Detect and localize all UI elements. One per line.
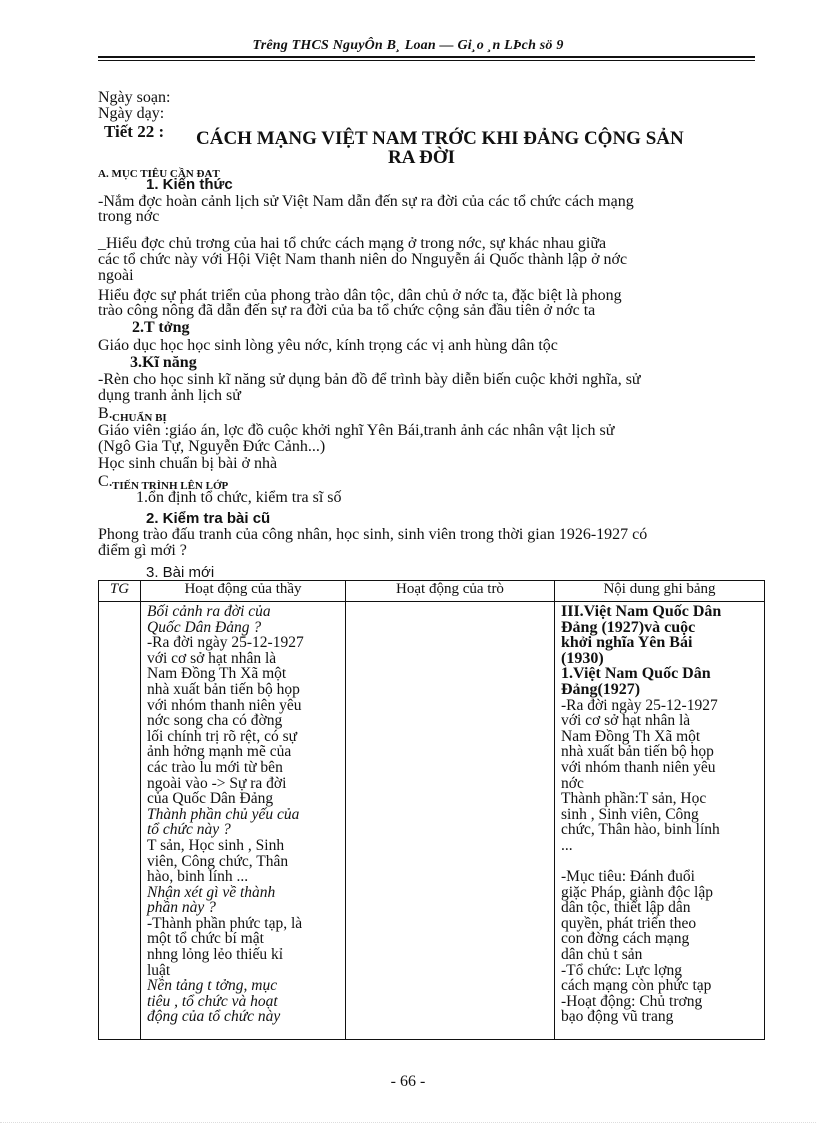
text-line: các tổ chức này với Hội Việt Nam thanh niên do Nnguyễn ái Quốc thành lập ở nớc xyxy=(98,251,628,268)
lesson-title-line2: RA ĐỜI xyxy=(388,147,456,168)
section-b-heading: CHUẨN BỊ xyxy=(112,412,167,424)
table-line: Đảng (1927)và cuộc xyxy=(561,618,696,636)
table-line: một tổ chức bí mật xyxy=(147,930,264,948)
table-line: sinh , Sinh viên, Công xyxy=(561,805,699,823)
table-line: Nhận xét gì về thành xyxy=(147,883,276,901)
lesson-number: Tiết 22 : xyxy=(104,122,165,141)
table-line: lối chính trị rõ rệt, có sự xyxy=(147,727,298,745)
subsection-review: 2. Kiểm tra bài cũ xyxy=(146,510,271,527)
cell-board-content xyxy=(555,602,765,1040)
date-prepared: Ngày soạn: xyxy=(98,89,171,106)
page-number: - 66 - xyxy=(390,1073,426,1090)
table-line: nớc xyxy=(561,774,584,792)
text-line: Giáo dục học học sinh lòng yêu nớc, kính trọng các vị anh hùng dân tộc xyxy=(98,337,558,354)
table-line: chức, Thân hào, binh lính xyxy=(561,821,720,839)
text-line: 1.ổn định tổ chức, kiểm tra sĩ số xyxy=(136,489,342,506)
page-header: Trêng THCS NguyÔn B¸ Loan — Gi¸o ¸n LÞch sö 9 xyxy=(252,38,564,53)
table-line: ... xyxy=(561,836,573,854)
table-line: Thành phần:T sản, Học xyxy=(561,790,707,808)
table-line: viên, Công chức, Thân xyxy=(147,852,289,870)
table-line: T sản, Học sinh , Sinh xyxy=(147,836,285,854)
lesson-table xyxy=(98,580,765,1040)
table-line: bạo động vũ trang xyxy=(561,1008,674,1026)
table-line xyxy=(561,854,762,870)
subsection-ideology: 2.T tởng xyxy=(132,319,190,336)
table-line: 1.Việt Nam Quốc Dân xyxy=(561,665,711,683)
table-line: Thành phần chủ yếu của xyxy=(147,805,300,823)
table-line: Nam Đồng Th Xã một xyxy=(147,665,287,683)
text-line: Hiểu đợc sự phát triển của phong trào dân tộc, dân chủ ở nớc ta, đặc biệt là phong xyxy=(98,287,622,304)
text-line: Học sinh chuẩn bị bài ở nhà xyxy=(98,455,278,472)
table-line: khởi nghĩa Yên Bái xyxy=(561,634,693,652)
header-rule-thin xyxy=(98,60,755,61)
table-line: nớc song cha có đờng xyxy=(147,712,283,730)
column-header-student: Hoạt động của trò xyxy=(346,581,555,602)
column-header-board: Nội dung ghi bảng xyxy=(555,581,765,602)
subsection-new-lesson: 3. Bài mới xyxy=(146,564,215,581)
table-line: -Ra đời ngày 25-12-1927 xyxy=(147,634,304,652)
table-line: với cơ sở hạt nhân là xyxy=(147,649,277,667)
section-a-heading: A. MỤC TIÊU CẦN ĐẠT xyxy=(98,168,220,180)
table-line: các trào lu mới từ bên xyxy=(147,758,283,776)
table-line: phần này ? xyxy=(147,899,216,917)
table-line: con đờng cách mạng xyxy=(561,930,690,948)
text-line: _Hiểu đợc chủ trơng của hai tổ chức cách mạng ở trong nớc, sự khác nhau giữa xyxy=(98,235,607,252)
table-line: với cơ sở hạt nhân là xyxy=(561,712,691,730)
text-line: -Nắm đợc hoàn cảnh lịch sử Việt Nam dẫn đến sự ra đời của các tổ chức cách mạng xyxy=(98,193,634,210)
cell-tg xyxy=(99,602,141,1040)
date-taught: Ngày dạy: xyxy=(98,105,165,122)
table-line: Đảng(1927) xyxy=(561,680,641,698)
cell-student-activity xyxy=(346,602,555,1040)
table-line: -Tổ chức: Lực lợng xyxy=(561,961,682,979)
table-line: tiêu , tổ chức và hoạt xyxy=(147,992,278,1010)
table-row xyxy=(99,602,765,1040)
table-line: dân chủ t sản xyxy=(561,946,643,964)
table-line: Nền tảng t tởng, mục xyxy=(147,977,278,995)
table-line: nhà xuất bản tiến bộ họp xyxy=(147,680,300,698)
cell-teacher-activity xyxy=(141,602,346,1040)
table-line: của Quốc Dân Đảng xyxy=(147,790,274,808)
column-header-tg: TG xyxy=(99,581,141,602)
table-line: nhng lỏng lẻo thiếu kỉ xyxy=(147,946,284,964)
table-line: với nhóm thanh niên yêu xyxy=(147,696,302,714)
text-line: trong nớc xyxy=(98,208,160,225)
teacher-activity-text xyxy=(141,602,345,1025)
table-line: dân tộc, thiết lập dân xyxy=(561,899,691,917)
table-line: với nhóm thanh niên yêu xyxy=(561,758,716,776)
board-content-text xyxy=(555,602,764,1025)
table-line: -Mục tiêu: Đánh đuổi xyxy=(561,868,695,886)
table-line: Quốc Dân Đảng ? xyxy=(147,618,262,636)
table-line: luật xyxy=(147,961,171,979)
table-header-row xyxy=(99,581,765,602)
table-line: động của tổ chức này xyxy=(147,1008,281,1026)
subsection-skills: 3.Kĩ năng xyxy=(130,354,197,371)
text-line: trào công nông đã dẫn đến sự ra đời của ba tổ chức cộng sản đầu tiên ở nớc ta xyxy=(98,302,596,319)
table-line: -Thành phần phức tạp, là xyxy=(147,914,303,932)
text-line: Phong trào đấu tranh của công nhân, học sinh, sinh viên trong thời gian 1926-1927 có xyxy=(98,526,648,543)
section-c-letter: C. xyxy=(98,473,113,490)
table-line: giặc Pháp, giành độc lập xyxy=(561,883,713,901)
section-b-letter: B. xyxy=(98,405,113,422)
table-line: ảnh hởng mạnh mẽ của xyxy=(147,743,292,761)
table-line: III.Việt Nam Quốc Dân xyxy=(561,603,722,620)
table-line: cách mạng còn phức tạp xyxy=(561,977,712,995)
text-line: ngoài xyxy=(98,267,134,284)
table-line: -Hoạt động: Chủ trơng xyxy=(561,992,703,1010)
table-line: -Ra đời ngày 25-12-1927 xyxy=(561,696,718,714)
column-header-teacher: Hoạt động của thầy xyxy=(141,581,346,602)
text-line: điểm gì mới ? xyxy=(98,542,187,559)
table-line: hào, binh lính ... xyxy=(147,868,249,886)
table-line: Nam Đồng Th Xã một xyxy=(561,727,701,745)
text-line: -Rèn cho học sinh kĩ năng sử dụng bản đồ để trình bày diễn biến cuộc khởi nghĩa, sử xyxy=(98,371,641,388)
section-c-heading: TIẾN TRÌNH LÊN LỚP xyxy=(112,480,229,492)
lesson-title: CÁCH MẠNG VIỆT NAM TRỚC KHI ĐẢNG CỘNG SẢN xyxy=(196,128,684,149)
text-line: Giáo viên :giáo án, lợc đồ cuộc khởi nghĩ Yên Bái,tranh ảnh các nhân vật lịch sử xyxy=(98,422,615,439)
header-rule xyxy=(98,56,755,58)
table-line: Bối cảnh ra đời của xyxy=(147,603,271,620)
text-line: (Ngô Gia Tự, Nguyễn Đức Cảnh...) xyxy=(98,438,326,455)
table-line: (1930) xyxy=(561,649,604,667)
table-line: nhà xuất bản tiến bộ họp xyxy=(561,743,714,761)
table-line: quyền, phát triển theo xyxy=(561,914,697,932)
text-line: dụng tranh ảnh lịch sử xyxy=(98,387,241,404)
subsection-knowledge: 1. Kiến thức xyxy=(146,176,233,193)
table-line: ngoài vào -> Sự ra đời xyxy=(147,774,287,792)
table-line: tổ chức này ? xyxy=(147,821,231,839)
